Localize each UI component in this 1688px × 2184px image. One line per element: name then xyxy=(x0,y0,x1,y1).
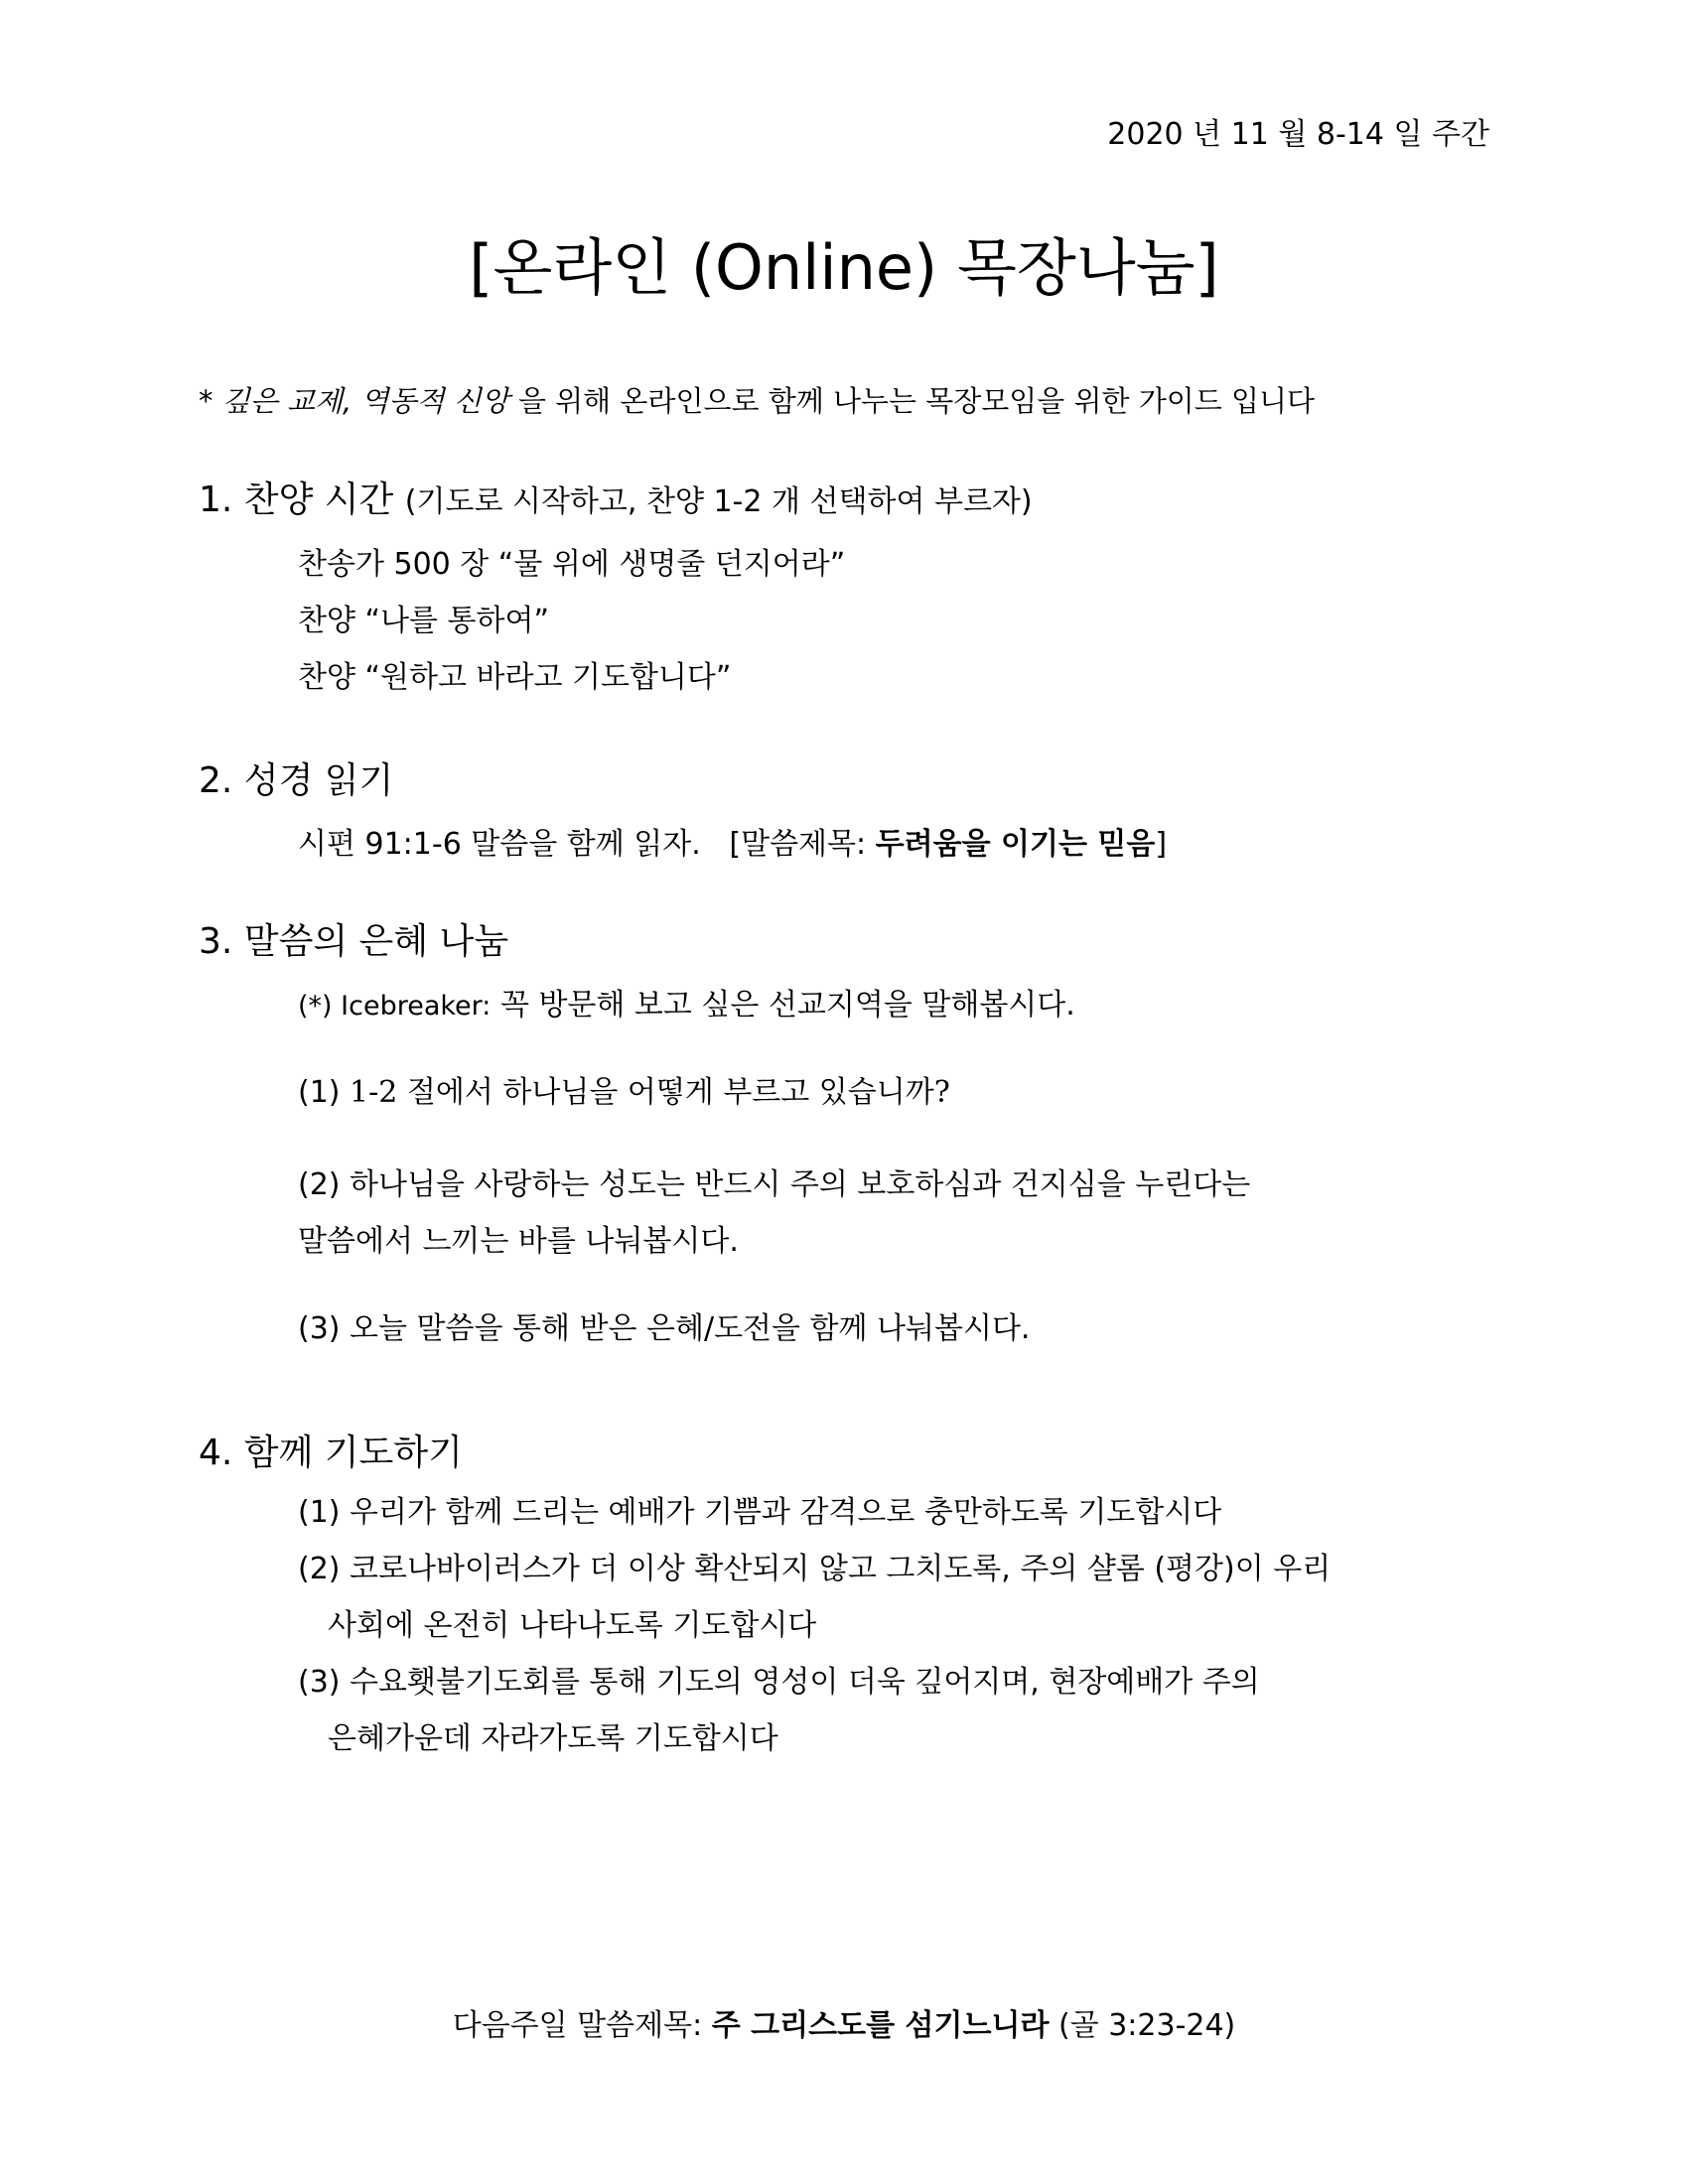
section-3-heading: 3. 말씀의 은혜 나눔 xyxy=(199,921,509,962)
prayer-1: (1) 우리가 함께 드리는 예배가 기쁨과 감격으로 충만하도록 기도합시다 xyxy=(298,1495,1222,1530)
question-1-number: (1) xyxy=(298,1075,341,1110)
bible-reading: 시편 91:1-6 말씀을 함께 읽자. xyxy=(298,827,701,862)
song-1: 찬송가 500 장 “물 위에 생명줄 던지어라” xyxy=(298,547,846,582)
question-1-text: 절에서 하나님을 어떻게 부르고 있습니까 xyxy=(406,1075,934,1110)
question-1-mark: ? xyxy=(933,1075,950,1110)
section-2-heading: 2. 성경 읽기 xyxy=(199,760,394,801)
page-title: [온라인 (Online) 목장나눔] xyxy=(469,231,1219,304)
sermon-prefix: [말씀제목: xyxy=(729,827,867,862)
icebreaker-label: (*) Icebreaker: xyxy=(298,991,492,1022)
prayer-list xyxy=(298,1484,1331,1767)
prayer-3-line-1: (3) 수요횃불기도회를 통해 기도의 영성이 더욱 깊어지며, 현장예배가 주의 xyxy=(298,1665,1260,1700)
week-date: 2020 년 11 월 8-14 일 주간 xyxy=(1107,117,1489,152)
question-2-line-1: (2) 하나님을 사랑하는 성도는 반드시 주의 보호하심과 건지심을 누린다는 xyxy=(298,1167,1251,1202)
question-3: (3) 오늘 말씀을 통해 받은 은혜/도전을 함께 나눠봅시다. xyxy=(298,1311,1031,1346)
section-4-heading: 4. 함께 기도하기 xyxy=(199,1433,463,1473)
next-sermon-ref: (골 3:23-24) xyxy=(1057,2008,1236,2043)
sermon-suffix: ] xyxy=(1155,827,1168,862)
prayer-3-line-2: 은혜가운데 자라가도록 기도합시다 xyxy=(328,1721,778,1756)
question-2-line-2: 말씀에서 느끼는 바를 나눠봅시다. xyxy=(298,1224,739,1259)
section-1-subtitle: (기도로 시작하고, 찬양 1-2 개 선택하여 부르자) xyxy=(404,484,1033,519)
song-3: 찬양 “원하고 바라고 기도합니다” xyxy=(298,660,732,695)
bible-reading-line xyxy=(298,819,1167,863)
sermon-title: 두려움을 이기는 믿음 xyxy=(875,827,1156,862)
prayer-2-line-2: 사회에 온전히 나타나도록 기도합시다 xyxy=(328,1608,817,1643)
next-sermon-title: 주 그리스도를 섬기느니라 xyxy=(711,2008,1050,2043)
intro-line xyxy=(199,379,1315,420)
next-sermon xyxy=(0,2000,1688,2044)
intro-star: * xyxy=(199,384,213,418)
section-1-heading xyxy=(199,472,1033,522)
icebreaker xyxy=(298,980,1075,1024)
intro-rest: 을 위해 온라인으로 함께 나누는 목장모임을 위한 가이드 입니다 xyxy=(517,384,1316,418)
question-1 xyxy=(298,1067,950,1111)
prayer-2-line-1: (2) 코로나바이러스가 더 이상 확산되지 않고 그치도록, 주의 샬롬 (평강)이 우리 xyxy=(298,1552,1332,1586)
question-1-ref: 1-2 xyxy=(350,1075,398,1110)
song-2: 찬양 “나를 통하여” xyxy=(298,604,550,638)
intro-italic: 깊은 교제, 역동적 신앙 xyxy=(221,384,509,418)
section-1-title: 1. 찬양 시간 xyxy=(199,479,394,520)
icebreaker-text: 꼭 방문해 보고 싶은 선교지역을 말해봅시다. xyxy=(499,988,1075,1023)
next-sermon-label: 다음주일 말씀제목: xyxy=(452,2008,703,2043)
